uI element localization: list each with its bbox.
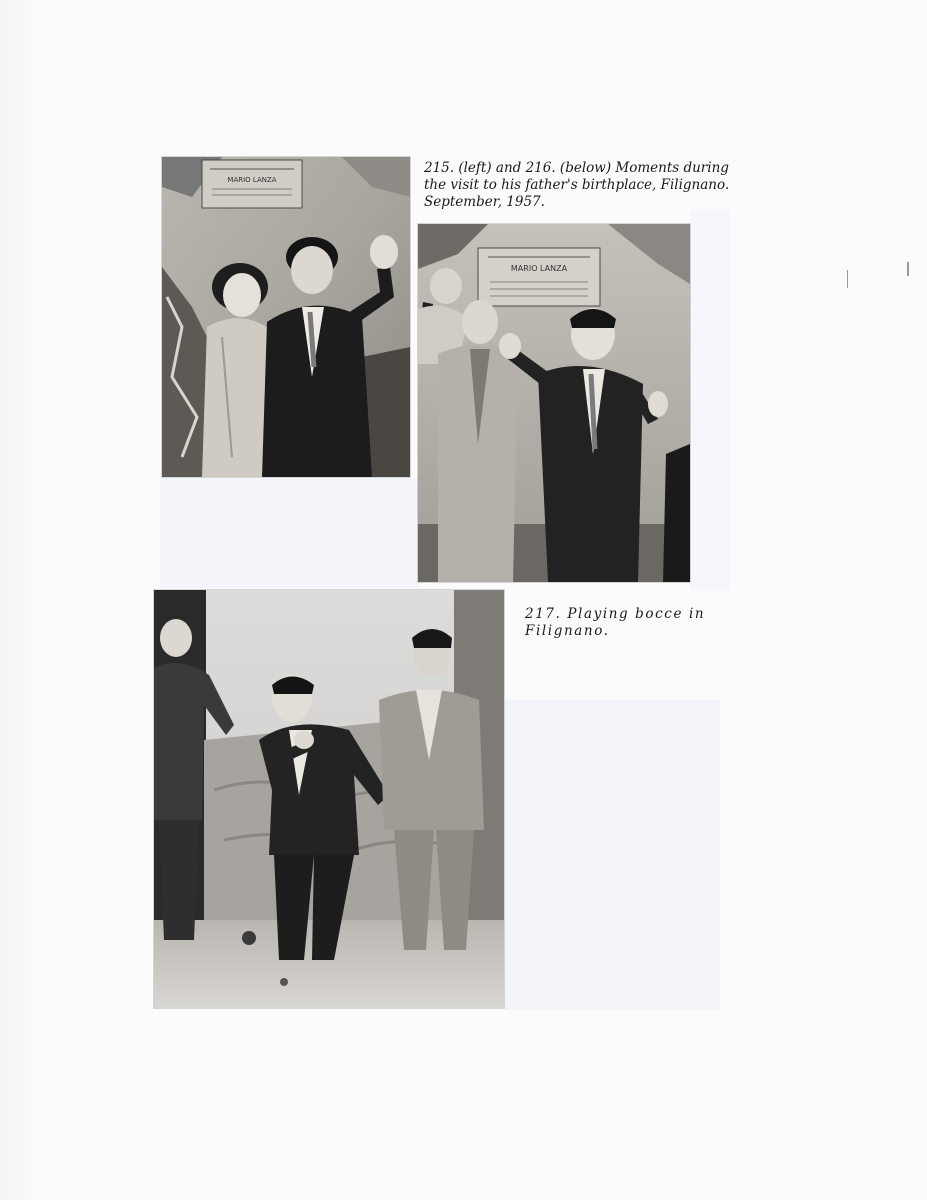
bleed-through-area xyxy=(160,478,420,588)
plaque xyxy=(202,160,302,208)
bleed-through-area xyxy=(505,700,720,1010)
photo-216 xyxy=(418,224,690,582)
page-left-edge xyxy=(0,0,38,1200)
photo-215 xyxy=(162,157,410,477)
caption-217 xyxy=(525,606,705,640)
caption-line: Filignano. xyxy=(525,623,610,639)
scan-mark xyxy=(847,270,848,288)
caption-line: 215. (left) and 216. (below) Moments during xyxy=(424,160,729,176)
caption-line: the visit to his father's birthplace, Filignano. xyxy=(424,177,730,193)
caption-line: September, 1957. xyxy=(424,194,545,210)
bleed-through-area xyxy=(690,210,730,590)
photo-217 xyxy=(154,590,504,1008)
plaque-text: MARIO LANZA xyxy=(510,264,568,273)
caption-line: 217. Playing bocce in xyxy=(525,606,706,622)
scan-mark xyxy=(907,262,909,276)
plaque-text: MARIO LANZA xyxy=(227,176,277,184)
caption-215-216 xyxy=(424,160,729,211)
